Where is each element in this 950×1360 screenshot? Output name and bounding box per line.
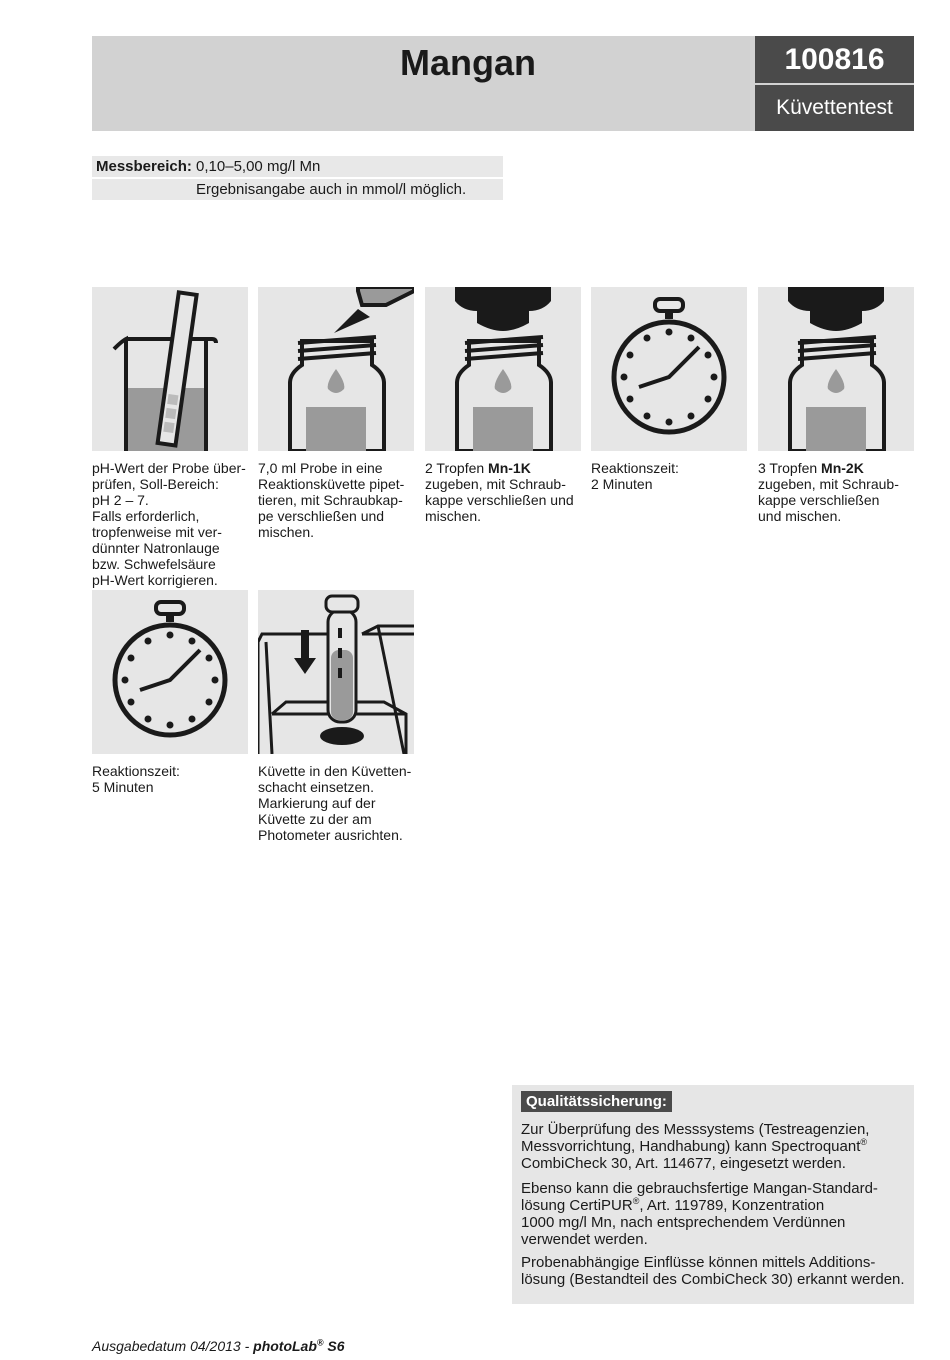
cuvette-insert-icon	[258, 590, 414, 754]
step-5-text-post: zugeben, mit Schraub- kappe verschließen und mischen.	[758, 476, 899, 524]
step-5-image	[758, 287, 914, 451]
step-3-text-pre: 2 Tropfen	[425, 460, 489, 476]
stopwatch-icon	[92, 590, 248, 754]
step-6-description: Reaktionszeit: 5 Minuten	[92, 763, 180, 795]
reagent-bottle-cuvette-icon	[758, 287, 914, 451]
quality-paragraph-2-a: Ebenso kann die gebrauchsfertige Mangan-Standard- lösung CertiPUR	[521, 1180, 878, 1214]
step-4-text	[591, 460, 751, 492]
step-3-text-post: zugeben, mit Schraub- kappe verschließen und mischen.	[425, 476, 574, 524]
step-5-text-pre: 3 Tropfen	[758, 460, 822, 476]
step-3-reagent: Mn-1K	[488, 460, 531, 476]
measuring-range-note: Ergebnisangabe auch in mmol/l möglich.	[196, 181, 467, 198]
measuring-range-label: Messbereich:	[96, 158, 192, 175]
step-1-text	[92, 460, 252, 588]
device-model: S6	[323, 1338, 345, 1354]
step-5-reagent: Mn-2K	[821, 460, 864, 476]
quality-paragraph-2-b: , Art. 119789, Konzentration 1000 mg/l Mn, nach entsprechendem Verdünnen verwendet werden.	[521, 1197, 846, 1248]
step-7-image	[258, 590, 414, 754]
registered-mark: ®	[860, 1137, 868, 1147]
quality-paragraph-3: Probenabhängige Einflüsse können mittels Additions- lösung (Bestandteil des CombiCheck 30) erkannt werden.	[521, 1254, 905, 1288]
measuring-range	[92, 156, 503, 177]
step-3-text	[425, 460, 585, 524]
issue-date: Ausgabedatum 04/2013	[92, 1338, 241, 1354]
step-2-description: 7,0 ml Probe in eine Reaktionsküvette pipet- tieren, mit Schraubkap- pe verschließen und mischen.	[258, 460, 405, 540]
registered-mark: ®	[632, 1196, 640, 1206]
step-3-image	[425, 287, 581, 451]
footer-separator: -	[240, 1338, 254, 1354]
step-7-description: Küvette in den Küvetten- schacht einsetzen. Markierung auf der Küvette zu der am Photometer ausrichten.	[258, 763, 412, 843]
reagent-bottle-cuvette-icon	[425, 287, 581, 451]
quality-paragraph-1-b: CombiCheck 30, Art. 114677, eingesetzt werden.	[521, 1155, 846, 1172]
step-5-text	[758, 460, 918, 524]
step-2-image	[258, 287, 414, 451]
pipette-cuvette-icon	[258, 287, 414, 451]
step-4-image	[591, 287, 747, 451]
beaker-ph-strip-icon	[92, 287, 248, 451]
device-brand: photoLab	[253, 1338, 317, 1354]
quality-paragraph-1	[521, 1121, 913, 1172]
quality-paragraph-2	[521, 1180, 913, 1248]
step-2-text	[258, 460, 418, 540]
step-6-text	[92, 763, 252, 795]
step-1-description: pH-Wert der Probe über- prüfen, Soll-Bereich: pH 2 – 7. Falls erforderlich, tropfenweise mit ver- dünnter Natronlauge bzw. Schwefelsäure pH-Wert korrigieren.	[92, 460, 246, 588]
footer	[92, 1338, 345, 1354]
page-title: Mangan	[399, 42, 536, 83]
stopwatch-icon	[591, 287, 747, 451]
step-6-image	[92, 590, 248, 754]
quality-assurance-title: Qualitätssicherung:	[521, 1091, 672, 1112]
step-7-text	[258, 763, 418, 843]
step-4-description: Reaktionszeit: 2 Minuten	[591, 460, 679, 492]
measuring-range-value: 0,10–5,00 mg/l Mn	[196, 158, 321, 175]
article-code: 100816	[755, 36, 914, 83]
quality-paragraph-1-a: Zur Überprüfung des Messsystems (Testreagenzien, Messvorrichtung, Handhabung) kann Spectroquant	[521, 1121, 870, 1155]
footer-registered-mark: ®	[316, 1337, 324, 1348]
test-type: Küvettentest	[755, 85, 914, 131]
step-1-image	[92, 287, 248, 451]
measuring-range-note-row	[92, 179, 503, 200]
